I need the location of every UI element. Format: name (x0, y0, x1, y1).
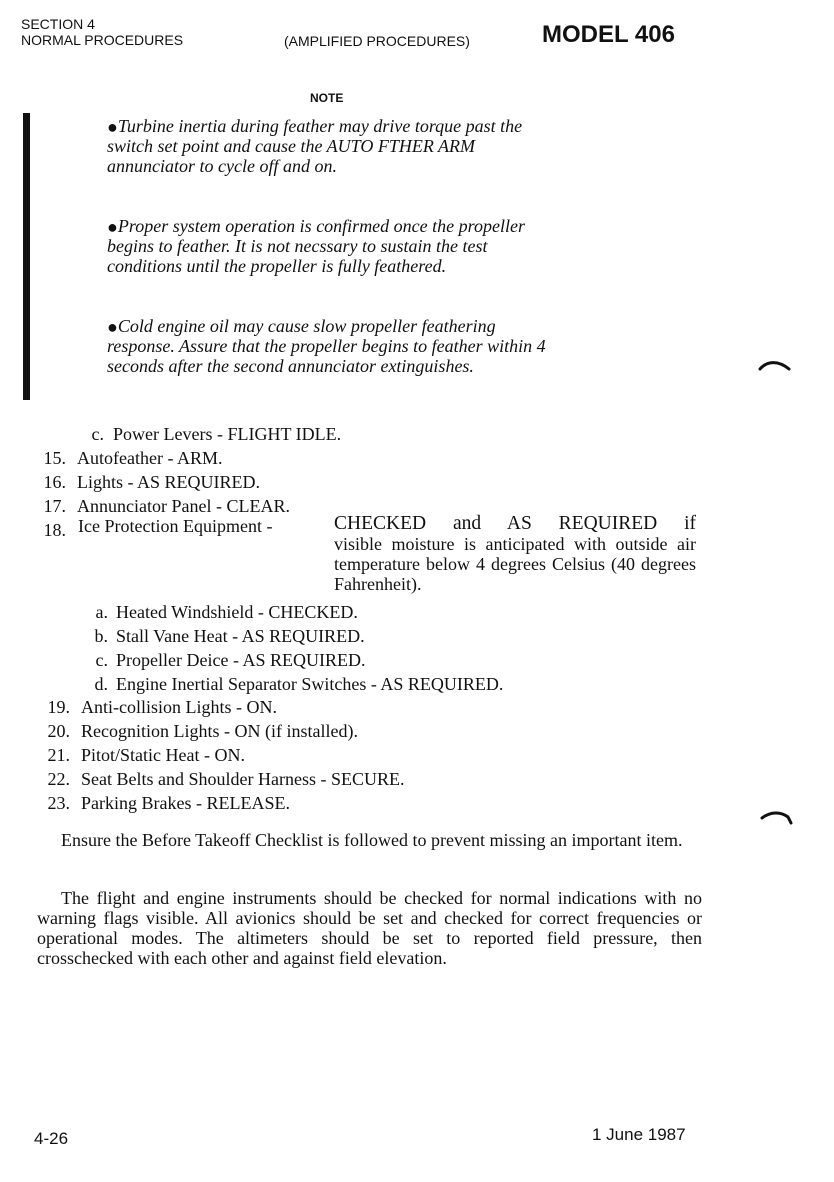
note-item (107, 316, 555, 376)
step-text: Annunciator Panel - CLEAR. (77, 496, 290, 516)
section-label: SECTION 4 (21, 16, 95, 32)
step-number: 22. (47, 769, 70, 789)
header-center-label: (AMPLIFIED PROCEDURES) (284, 33, 470, 49)
body-paragraph: The flight and engine instruments should be checked for normal indications with no warning flags visible. All avionics should be set and checked for correct frequencies or operational modes. The altimeters should be set to reported field pressure, then crosschecked with each other and against field elevation. (37, 888, 702, 968)
margin-revision-mark-icon (758, 357, 792, 373)
substep-letter: c. (91, 424, 104, 444)
substep-text: Power Levers - FLIGHT IDLE. (113, 424, 342, 444)
body-paragraph: Ensure the Before Takeoff Checklist is followed to prevent missing an important item. (61, 830, 683, 850)
step-number: 18. (43, 520, 66, 540)
step-number: 16. (43, 472, 66, 492)
substep-text: Engine Inertial Separator Switches - AS REQUIRED. (116, 674, 504, 694)
step-number: 19. (47, 697, 70, 717)
revision-change-bar (23, 113, 30, 400)
running-header-section (21, 16, 183, 48)
step-18-label: Ice Protection Equipment - (78, 516, 273, 536)
substep-letter: c. (95, 650, 108, 670)
step-number: 21. (47, 745, 70, 765)
substep-letter: b. (94, 626, 108, 646)
step-number: 20. (47, 721, 70, 741)
note-title: NOTE (310, 91, 344, 105)
note-item-text: Turbine inertia during feather may drive torque past the switch set point and cause the AUTO FTHER ARM annunciator to cycle off and on. (107, 116, 523, 176)
bullet-icon: ● (107, 117, 118, 137)
substep-letter: d. (94, 674, 108, 694)
subsection-label: NORMAL PROCEDURES (21, 32, 184, 48)
note-item-text: Proper system operation is confirmed once the propeller begins to feather. It is not necssary to sustain the test conditions until the propeller is fully feathered. (107, 216, 525, 276)
bullet-icon: ● (107, 217, 118, 237)
margin-revision-mark-icon (760, 808, 794, 826)
revision-date: 1 June 1987 (592, 1125, 686, 1144)
bullet-icon: ● (107, 317, 118, 337)
step-text: Pitot/Static Heat - ON. (81, 745, 245, 765)
step-text: Seat Belts and Shoulder Harness - SECURE. (81, 769, 405, 789)
step-text: Parking Brakes - RELEASE. (81, 793, 290, 813)
page-number: 4-26 (34, 1129, 69, 1148)
step-number: 15. (43, 448, 66, 468)
step-text: Autofeather - ARM. (77, 448, 223, 468)
step-text: Lights - AS REQUIRED. (77, 472, 261, 492)
step-18-value-first-line: CHECKED and AS REQUIRED if (334, 513, 696, 534)
substep-letter: a. (95, 602, 108, 622)
note-item-text: Cold engine oil may cause slow propeller feathering response. Assure that the propeller begins to feather within 4 seconds after the second annunciator extinguishes. (107, 316, 546, 376)
substep-text: Stall Vane Heat - AS REQUIRED. (116, 626, 365, 646)
model-title: MODEL 406 (542, 21, 675, 48)
substep-text: Propeller Deice - AS REQUIRED. (116, 650, 366, 670)
step-number: 17. (43, 496, 66, 516)
step-text: Anti-collision Lights - ON. (81, 697, 277, 717)
note-item (107, 116, 555, 176)
step-text: Recognition Lights - ON (if installed). (81, 721, 358, 741)
substep-text: Heated Windshield - CHECKED. (116, 602, 358, 622)
step-18-value (334, 514, 696, 594)
step-18-value-continued: visible moisture is anticipated with outside air temperature below 4 degrees Celsius (40 degrees Fahrenheit). (334, 534, 696, 594)
step-number: 23. (47, 793, 70, 813)
note-item (107, 216, 555, 276)
